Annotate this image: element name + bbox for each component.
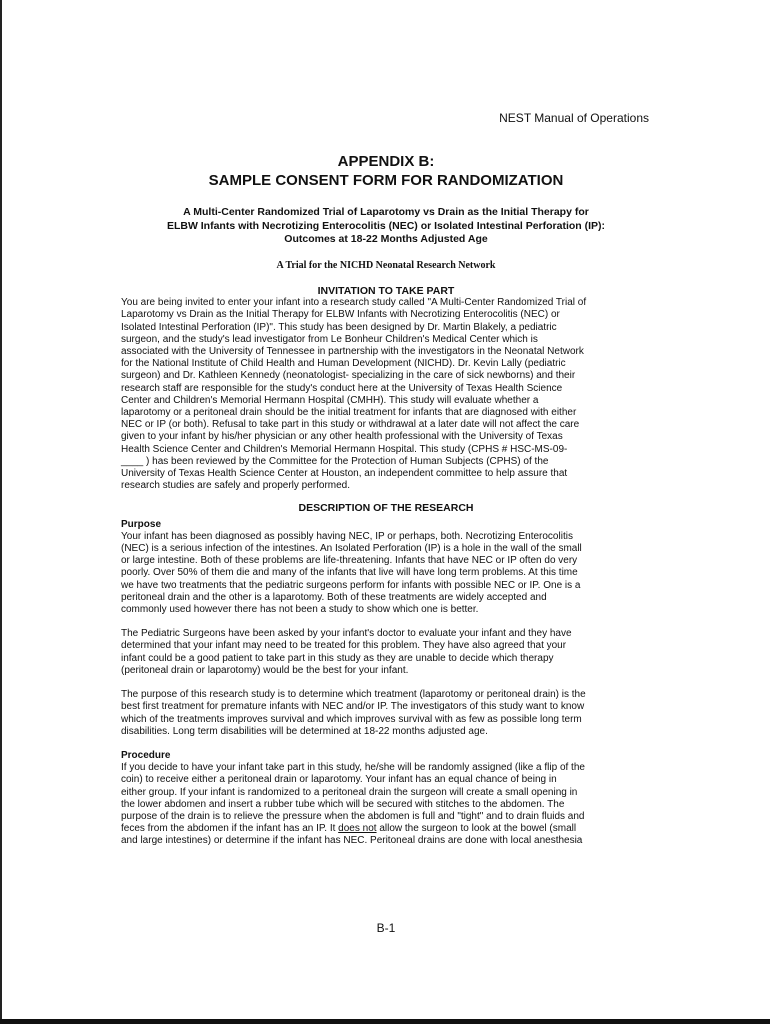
text-line: research staff are responsible for the study's conduct here at the University of Texas Health Science bbox=[121, 382, 563, 394]
text-line: given to your infant by his/her physician or any other health professional with the University of Texas bbox=[121, 431, 563, 443]
scan-edge-bottom bbox=[0, 1019, 770, 1024]
description-heading: DESCRIPTION OF THE RESEARCH bbox=[298, 502, 474, 515]
text-line: Your infant has been diagnosed as possibly having NEC, IP or perhaps, both. Necrotizing Enterocolitis bbox=[121, 530, 573, 542]
text-line: Center and Children's Memorial Hermann Hospital (CMHH). This study will evaluate whether a bbox=[121, 394, 539, 406]
text-line: University of Texas Health Science Center at Houston, an independent committee to help assure that bbox=[121, 468, 568, 480]
text-line: surgeon) and Dr. Kathleen Kennedy (neonatologist- specializing in the care of sick newborns) and their bbox=[121, 370, 576, 382]
text-line: determined that your infant may need to be treated for this problem. They have also agreed that your bbox=[121, 640, 567, 652]
text-line: disabilities. Long term disabilities will be determined at 18-22 months adjusted age. bbox=[121, 725, 488, 737]
text-line: or large intestine. Both of these problems are life-threatening. Infants that have NEC or IP often do very bbox=[121, 555, 578, 567]
running-header: NEST Manual of Operations bbox=[499, 111, 649, 125]
text-line: either group. If your infant is randomized to a peritoneal drain the surgeon will create a small opening in bbox=[121, 786, 578, 798]
text-line: ____ ) has been reviewed by the Committee for the Protection of Human Subjects (CPHS) of the bbox=[121, 455, 549, 467]
text-segment: allow the surgeon to look at the bowel (small bbox=[376, 823, 577, 835]
text-line: The Pediatric Surgeons have been asked by your infant's doctor to evaluate your infant and they have bbox=[121, 628, 572, 640]
purpose-heading: Purpose bbox=[121, 518, 162, 530]
study-title-line-1: A Multi-Center Randomized Trial of Laparotomy vs Drain as the Initial Therapy for bbox=[183, 206, 589, 218]
text-line: best first treatment for premature infants with NEC and/or IP. The investigators of this study want to know bbox=[121, 701, 585, 713]
text-line-with-emphasis bbox=[121, 823, 651, 835]
text-line: the lower abdomen and insert a rubber tube which will be secured with stitches to the abdomen. The bbox=[121, 798, 565, 810]
text-line: and large intestines) or determine if the infant has NEC. Peritoneal drains are done with local anesthesia bbox=[121, 835, 583, 847]
text-line: (NEC) is a serious infection of the intestines. An Isolated Perforation (IP) is a hole in the wall of the small bbox=[121, 543, 582, 555]
text-line: surgeon, and the study's lead investigator from Le Bonheur Children's Medical Center which is bbox=[121, 333, 538, 345]
trial-network-line: A Trial for the NICHD Neonatal Research Network bbox=[276, 260, 496, 271]
document-body bbox=[121, 285, 651, 848]
text-line: Laparotomy vs Drain as the Initial Therapy for ELBW Infants with Necrotizing Enterocolitis (NEC) or bbox=[121, 309, 560, 321]
purpose-paragraph bbox=[121, 531, 651, 616]
procedure-paragraph bbox=[121, 762, 651, 847]
title-line-1: APPENDIX B: bbox=[337, 153, 435, 170]
text-line: The purpose of this research study is to determine which treatment (laparotomy or peritoneal drain) is the bbox=[121, 689, 586, 701]
text-line: Isolated Intestinal Perforation (IP)". This study has been designed by Dr. Martin Blakely, a pediatric bbox=[121, 321, 557, 333]
text-segment: feces from the abdomen if the infant has an IP. It bbox=[121, 823, 339, 835]
text-line: purpose of the drain is to relieve the pressure when the abdomen is full and "tight" and to drain fluids and bbox=[121, 810, 585, 822]
invitation-heading: INVITATION TO TAKE PART bbox=[317, 285, 455, 297]
text-line: You are being invited to enter your infant into a research study called "A Multi-Center Randomized Trial of bbox=[121, 297, 587, 309]
title-line-2: SAMPLE CONSENT FORM FOR RANDOMIZATION bbox=[208, 172, 564, 189]
document-page bbox=[121, 0, 651, 1018]
procedure-heading: Procedure bbox=[121, 749, 171, 761]
text-line: commonly used however there has not been a study to show which one is better. bbox=[121, 604, 479, 616]
study-title-line-3: Outcomes at 18-22 Months Adjusted Age bbox=[284, 233, 488, 245]
study-title-line-2: ELBW Infants with Necrotizing Enterocolitis (NEC) or Isolated Intestinal Perforation (IP): bbox=[166, 219, 606, 232]
text-line: (peritoneal drain or laparotomy) would be the best for your infant. bbox=[121, 664, 409, 676]
text-line: peritoneal drain and the other is a laparotomy. Both of these treatments are widely accepted and bbox=[121, 591, 547, 603]
study-title bbox=[121, 206, 651, 247]
text-line: If you decide to have your infant take part in this study, he/she will be randomly assigned (like a flip of the bbox=[121, 762, 585, 774]
text-line: Health Science Center and Children's Memorial Hermann Hospital. This study (CPHS # HSC-MS-09- bbox=[121, 443, 568, 455]
text-line: coin) to receive either a peritoneal drain or laparotomy. Your infant has an equal chance of being in bbox=[121, 774, 557, 786]
emphasis-does-not: does not bbox=[338, 823, 377, 835]
text-line: infant could be a good patient to take part in this study as they are unable to decide which therapy bbox=[121, 652, 554, 664]
research-purpose-paragraph bbox=[121, 689, 651, 738]
scan-edge-left bbox=[0, 0, 2, 1024]
text-line: NEC or IP (or both). Refusal to take part in this study or withdrawal at a later date will not affect the care bbox=[121, 419, 580, 431]
appendix-title bbox=[121, 152, 651, 190]
text-line: associated with the University of Tennessee in partnership with the investigators in the Neonatal Network bbox=[121, 346, 584, 358]
invitation-paragraph bbox=[121, 297, 651, 492]
text-line: research studies are safely and properly performed. bbox=[121, 480, 351, 492]
text-line: poorly. Over 50% of them die and many of the infants that live will have long term problems. At this time bbox=[121, 567, 578, 579]
page-number: B-1 bbox=[376, 921, 396, 935]
text-line: for the National Institute of Child Health and Human Development (NICHD). Dr. Kevin Lally (pediatric bbox=[121, 358, 566, 370]
text-line: which of the treatments improves survival and which improves survival with as few as possible long term bbox=[121, 713, 582, 725]
text-line: we have two treatments that the pediatric surgeons perform for infants with possible NEC or IP. One is a bbox=[121, 579, 581, 591]
surgeons-paragraph bbox=[121, 628, 651, 677]
text-line: laparotomy or a peritoneal drain should be the initial treatment for infants that are diagnosed with either bbox=[121, 407, 577, 419]
